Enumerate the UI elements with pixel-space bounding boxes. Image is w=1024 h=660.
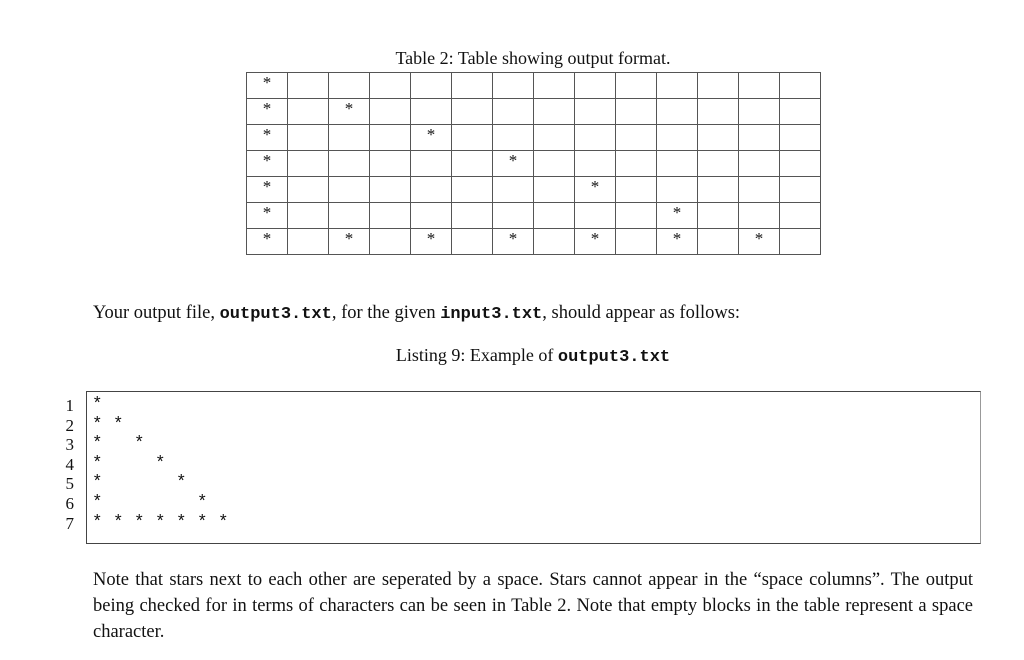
table-cell	[411, 99, 452, 125]
table-cell	[616, 73, 657, 99]
table-cell: *	[657, 229, 698, 255]
table-cell	[534, 125, 575, 151]
table-cell	[411, 177, 452, 203]
table-cell: *	[493, 151, 534, 177]
intro-paragraph	[93, 300, 973, 328]
table-cell	[288, 203, 329, 229]
table-cell	[452, 203, 493, 229]
table-cell	[288, 177, 329, 203]
table-cell	[329, 177, 370, 203]
intro-text: , for the given	[331, 303, 441, 323]
table-row	[247, 177, 821, 203]
table-cell	[534, 203, 575, 229]
table-cell	[739, 73, 780, 99]
table-cell	[288, 99, 329, 125]
table-cell	[452, 73, 493, 99]
table-cell	[411, 203, 452, 229]
table-cell: *	[247, 99, 288, 125]
table-cell	[616, 229, 657, 255]
table-cell: *	[493, 229, 534, 255]
listing-caption-text: Listing 9: Example of	[395, 345, 558, 365]
table-caption: Table 2: Table showing output format.	[395, 48, 671, 68]
code-line: * *	[92, 473, 187, 494]
table-cell: *	[657, 203, 698, 229]
table-cell: *	[575, 177, 616, 203]
table-cell	[452, 99, 493, 125]
code-line: * * * * * * *	[92, 512, 229, 533]
table-cell	[616, 177, 657, 203]
table-cell	[534, 229, 575, 255]
code-line: * *	[92, 414, 124, 435]
table-cell	[780, 151, 821, 177]
table-cell	[780, 177, 821, 203]
table-cell	[657, 99, 698, 125]
table-cell	[657, 177, 698, 203]
output-format-table	[246, 72, 821, 255]
listing-caption-file: output3.txt	[557, 348, 671, 367]
table-cell	[698, 125, 739, 151]
table-cell: *	[247, 229, 288, 255]
table-cell	[370, 203, 411, 229]
table-cell	[329, 203, 370, 229]
table-cell	[780, 125, 821, 151]
table-cell	[698, 177, 739, 203]
table-cell	[780, 99, 821, 125]
table-cell	[698, 73, 739, 99]
table-cell: *	[247, 73, 288, 99]
table-cell: *	[247, 177, 288, 203]
table-cell	[370, 229, 411, 255]
table-cell: *	[247, 203, 288, 229]
line-number: 6	[65, 493, 74, 513]
table-cell	[493, 125, 534, 151]
table-cell	[411, 151, 452, 177]
listing-caption	[0, 345, 1024, 367]
line-number: 7	[65, 513, 74, 533]
line-number: 5	[65, 474, 74, 494]
table-cell: *	[411, 125, 452, 151]
table-cell	[370, 73, 411, 99]
table-cell: *	[575, 229, 616, 255]
table-cell	[493, 203, 534, 229]
table-cell	[657, 151, 698, 177]
table-cell	[780, 73, 821, 99]
table-cell: *	[411, 229, 452, 255]
table-row	[247, 125, 821, 151]
table-cell	[534, 177, 575, 203]
table-cell	[616, 203, 657, 229]
table-cell	[452, 125, 493, 151]
line-numbers	[58, 396, 74, 533]
table-cell	[698, 229, 739, 255]
table-cell	[698, 151, 739, 177]
code-line: * *	[92, 453, 166, 474]
table-cell	[780, 229, 821, 255]
table-cell	[452, 151, 493, 177]
line-number: 1	[65, 396, 74, 415]
table-cell	[575, 151, 616, 177]
table-cell	[370, 151, 411, 177]
table-cell	[493, 177, 534, 203]
table-row	[247, 229, 821, 255]
table-cell	[657, 125, 698, 151]
table-cell	[493, 99, 534, 125]
table-cell: *	[247, 125, 288, 151]
intro-text: Your output file,	[93, 303, 220, 323]
line-number: 2	[65, 415, 74, 435]
table-cell	[370, 125, 411, 151]
table-cell	[288, 73, 329, 99]
table-cell	[616, 125, 657, 151]
table-cell	[534, 73, 575, 99]
table-cell	[780, 203, 821, 229]
table-cell	[329, 151, 370, 177]
table-cell: *	[329, 229, 370, 255]
table-row	[247, 203, 821, 229]
table-cell	[288, 125, 329, 151]
table-cell	[329, 125, 370, 151]
table-cell	[698, 203, 739, 229]
table-row	[247, 151, 821, 177]
code-line: * *	[92, 492, 208, 513]
note-paragraph: Note that stars next to each other are seperated by a space. Stars cannot appear in the “space columns”. The output being checked for in terms of characters can be seen in Table 2. Note that empty blocks in the table represent a space character.	[93, 570, 973, 642]
table-cell	[616, 99, 657, 125]
intro-text: , should appear as follows:	[542, 303, 741, 323]
table-cell	[739, 203, 780, 229]
table-cell: *	[739, 229, 780, 255]
table-cell	[411, 73, 452, 99]
table-cell	[288, 229, 329, 255]
input-filename: input3.txt	[440, 305, 543, 324]
table-cell	[739, 99, 780, 125]
table-cell	[575, 73, 616, 99]
table-cell: *	[329, 99, 370, 125]
table-cell	[452, 177, 493, 203]
table-cell	[493, 73, 534, 99]
table-cell	[657, 73, 698, 99]
table-cell	[534, 151, 575, 177]
code-line: * *	[92, 434, 145, 455]
table-cell	[739, 151, 780, 177]
table-cell	[739, 125, 780, 151]
table-cell	[698, 99, 739, 125]
table-cell	[288, 151, 329, 177]
listing-code	[92, 396, 229, 533]
line-number: 3	[65, 435, 74, 455]
table-row	[247, 73, 821, 99]
table-cell	[370, 177, 411, 203]
table-row	[247, 99, 821, 125]
table-cell	[329, 73, 370, 99]
table-cell	[575, 99, 616, 125]
table-cell	[739, 177, 780, 203]
code-line: *	[92, 395, 103, 415]
output-filename: output3.txt	[219, 305, 332, 324]
table-cell	[370, 99, 411, 125]
table-cell	[616, 151, 657, 177]
table-cell: *	[247, 151, 288, 177]
table-cell	[575, 125, 616, 151]
table-cell	[534, 99, 575, 125]
line-number: 4	[65, 454, 74, 474]
table-cell	[452, 229, 493, 255]
table-cell	[575, 203, 616, 229]
